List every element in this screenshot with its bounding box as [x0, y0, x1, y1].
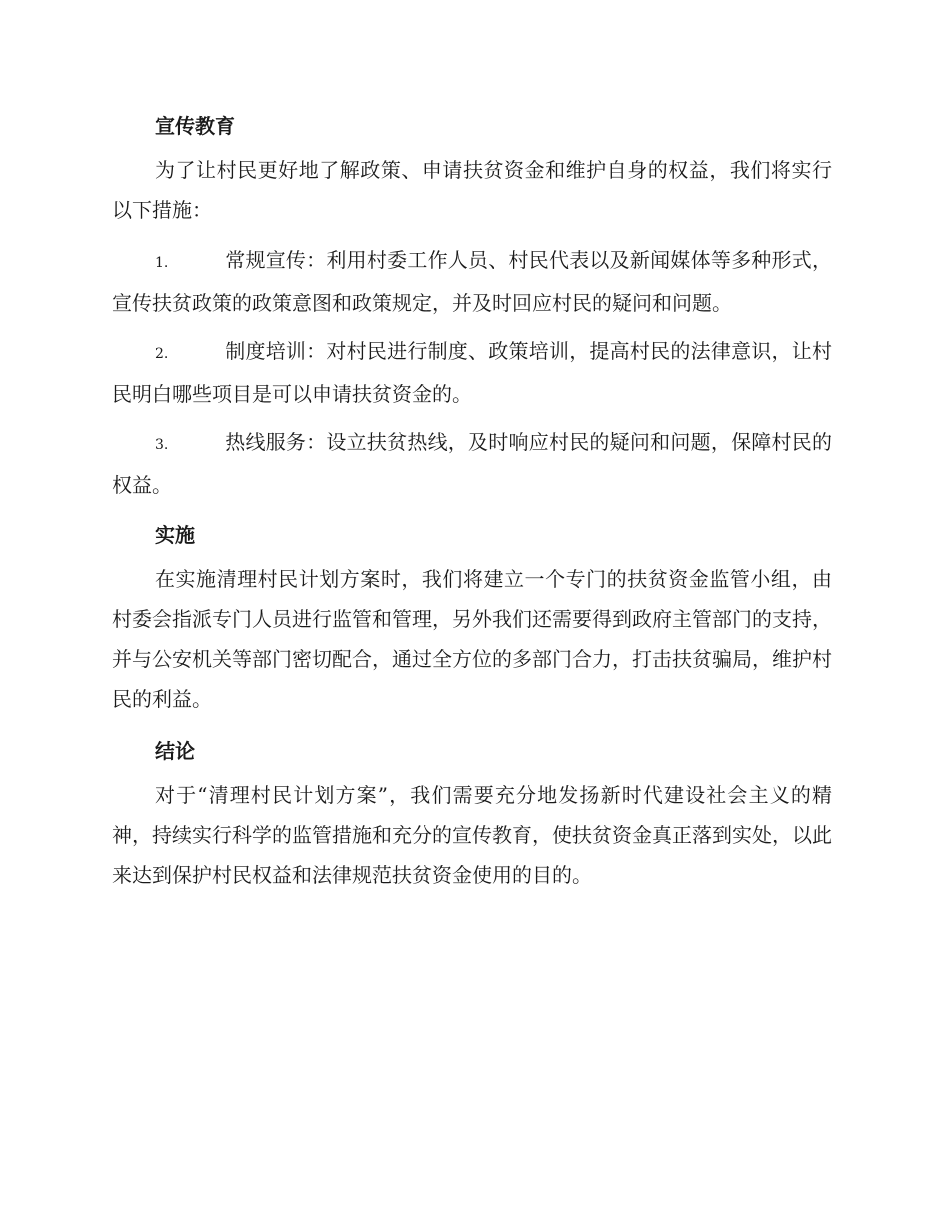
- list-item-text: 常规宣传：利用村委工作人员、村民代表以及新闻媒体等多种形式，宣传扶贫政策的政策意图和政策规定，并及时回应村民的疑问和问题。: [112, 248, 832, 315]
- conclusion-paragraph: 对于“清理村民计划方案”，我们需要充分地发扬新时代建设社会主义的精神，持续实行科学的监管措施和充分的宣传教育，使扶贫资金真正落到实处，以此来达到保护村民权益和法律规范扶贫资金使用的目的。: [112, 783, 832, 887]
- list-item-number: 1.: [155, 255, 169, 271]
- list-item-text: 热线服务：设立扶贫热线，及时响应村民的疑问和问题，保障村民的权益。: [112, 430, 832, 497]
- implementation-paragraph: 在实施清理村民计划方案时，我们将建立一个专门的扶贫资金监管小组，由村委会指派专门人员进行监管和管理，另外我们还需要得到政府主管部门的支持，并与公安机关等部门密切配合，通过全方位的多部门合力，打击扶贫骗局，维护村民的利益。: [112, 567, 832, 711]
- section-heading-implementation: 实施: [155, 523, 195, 547]
- list-item: [112, 422, 832, 505]
- document-page: [112, 104, 832, 905]
- list-item: [112, 240, 832, 323]
- list-item-number: 2.: [155, 346, 169, 362]
- section-intro-paragraph: 为了让村民更好地了解政策、申请扶贫资金和维护自身的权益，我们将实行以下措施：: [112, 158, 832, 222]
- list-item-text: 制度培训：对村民进行制度、政策培训，提高村民的法律意识，让村民明白哪些项目是可以申请扶贫资金的。: [112, 339, 832, 406]
- section-heading-publicity: 宣传教育: [155, 114, 235, 138]
- list-item: [112, 331, 832, 414]
- section-heading-conclusion: 结论: [155, 739, 195, 763]
- list-item-number: 3.: [155, 437, 169, 453]
